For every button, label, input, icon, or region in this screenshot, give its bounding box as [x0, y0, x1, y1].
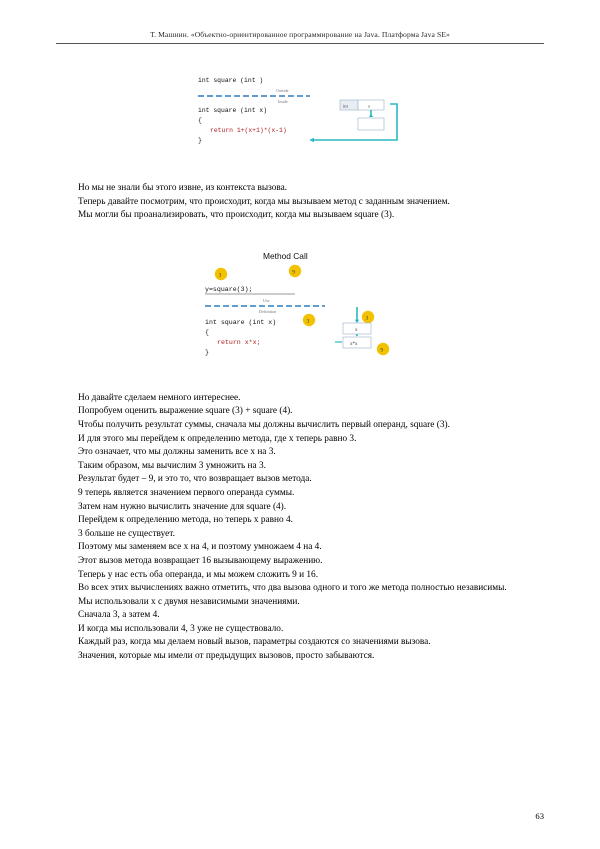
paragraph-2-17: Сначала 3, а затем 4.	[78, 610, 160, 621]
fig2-circle-9b-label: 9	[380, 347, 384, 354]
fig1-return-line: return 1+(x+1)*(x-1)	[210, 127, 287, 134]
header-divider	[56, 43, 544, 44]
paragraph-2-3: Чтобы получить результат суммы, сначала мы должны вычислить первый операнд, square (3).	[78, 419, 450, 430]
fig2-expr-label: x*x	[350, 341, 358, 347]
figure-2-container	[56, 247, 544, 362]
fig1-close-brace: }	[198, 137, 202, 144]
paragraph-2-20: Значения, которые мы имели от предыдущих вызовов, просто забываются.	[78, 651, 375, 662]
paragraph-2-15: Во всех этих вычислениях важно отметить, что два вызова одного и того же метода полностью независимы.	[78, 583, 507, 594]
method-definition-diagram	[190, 70, 410, 160]
paragraph-2-6: Таким образом, мы вычислим 3 умножить на 3.	[78, 460, 266, 471]
paragraph-1-2: Теперь давайте посмотрим, что происходит, когда мы вызываем метод с заданным значением.	[78, 196, 450, 207]
method-call-diagram	[185, 247, 415, 362]
fig2-circle-3b-label: 3	[306, 318, 310, 325]
paragraph-2-2: Попробуем оценить выражение square (3) + square (4).	[78, 406, 293, 417]
paragraph-2-14: Теперь у нас есть оба операнда, и мы можем сложить 9 и 16.	[78, 569, 319, 580]
fig1-arrowhead-2	[310, 138, 314, 143]
fig1-arrowhead-1	[369, 114, 373, 117]
fig2-circle-3c-label: 3	[365, 315, 369, 322]
fig1-outside-label: Outside	[276, 88, 289, 93]
paragraph-1-1: Но мы не знали бы этого извне, из контекста вызова.	[78, 183, 288, 193]
fig2-x-label: x	[355, 327, 358, 333]
fig2-use-label: Use	[263, 297, 270, 303]
paragraph-2-10: Перейдем к определению метода, но теперь х равно 4.	[78, 515, 293, 526]
paragraph-2-7: Результат будет – 9, и это то, что возвращает вызов метода.	[78, 474, 312, 485]
page-number: 63	[535, 811, 544, 821]
fig2-call-line: y=square(3);	[205, 285, 253, 293]
fig2-circle-3a-label: 3	[218, 272, 222, 279]
paragraph-2-1: Но давайте сделаем немного интереснее.	[78, 392, 241, 403]
fig1-x-box	[358, 100, 384, 110]
fig2-arrowhead-down	[355, 319, 359, 322]
fig1-x-label: x	[368, 103, 371, 109]
fig1-signature-line: int square (int )	[198, 77, 264, 84]
fig1-result-box	[358, 118, 384, 130]
fig2-definition-label: Definition	[259, 308, 277, 314]
fig2-return-line: return x*x;	[217, 338, 261, 346]
paragraph-2-18: И когда мы использовали 4, 3 уже не существовало.	[78, 623, 284, 634]
paragraph-2-13: Этот вызов метода возвращает 16 вызывающему выражению.	[78, 555, 323, 566]
paragraph-2-9: Затем нам нужно вычислить значение для square (4).	[78, 501, 287, 512]
figure-1-container	[56, 70, 544, 160]
fig1-open-brace: {	[198, 117, 202, 124]
paragraph-1-3: Мы могли бы проанализировать, что происходит, когда мы вызываем square (3).	[78, 210, 395, 221]
fig1-inside-label: Inside	[278, 99, 288, 104]
page-header: Т. Машнин. «Объектно-ориентированное программирование на Java. Платформа Java SE»	[150, 30, 450, 39]
text-block-1	[56, 182, 544, 223]
paragraph-2-11: 3 больше не существует.	[78, 528, 175, 539]
paragraph-2-5: Это означает, что мы должны заменить все x на 3.	[78, 447, 276, 458]
fig2-close-brace: }	[205, 348, 209, 356]
fig1-int-label: int	[343, 103, 348, 109]
fig2-circle-9a-label: 9	[292, 269, 296, 276]
fig2-definition-line: int square (int x)	[205, 318, 277, 326]
paragraph-2-12: Поэтому мы заменяем все x на 4, и поэтому умножаем 4 на 4.	[78, 542, 322, 553]
paragraph-2-16: Мы использовали x с двумя независимыми значениями.	[78, 596, 300, 607]
fig2-open-brace: {	[205, 328, 209, 336]
paragraph-2-4: И для этого мы перейдем к определению метода, где x теперь равно 3.	[78, 433, 357, 444]
fig2-title: Method Call	[263, 250, 308, 261]
fig1-definition-line: int square (int x)	[198, 107, 268, 114]
paragraph-2-8: 9 теперь является значением первого операнда суммы.	[78, 487, 295, 498]
text-block-2	[56, 392, 544, 664]
paragraph-2-19: Каждый раз, когда мы делаем новый вызов, параметры создаются со значениями вызова.	[78, 637, 431, 648]
